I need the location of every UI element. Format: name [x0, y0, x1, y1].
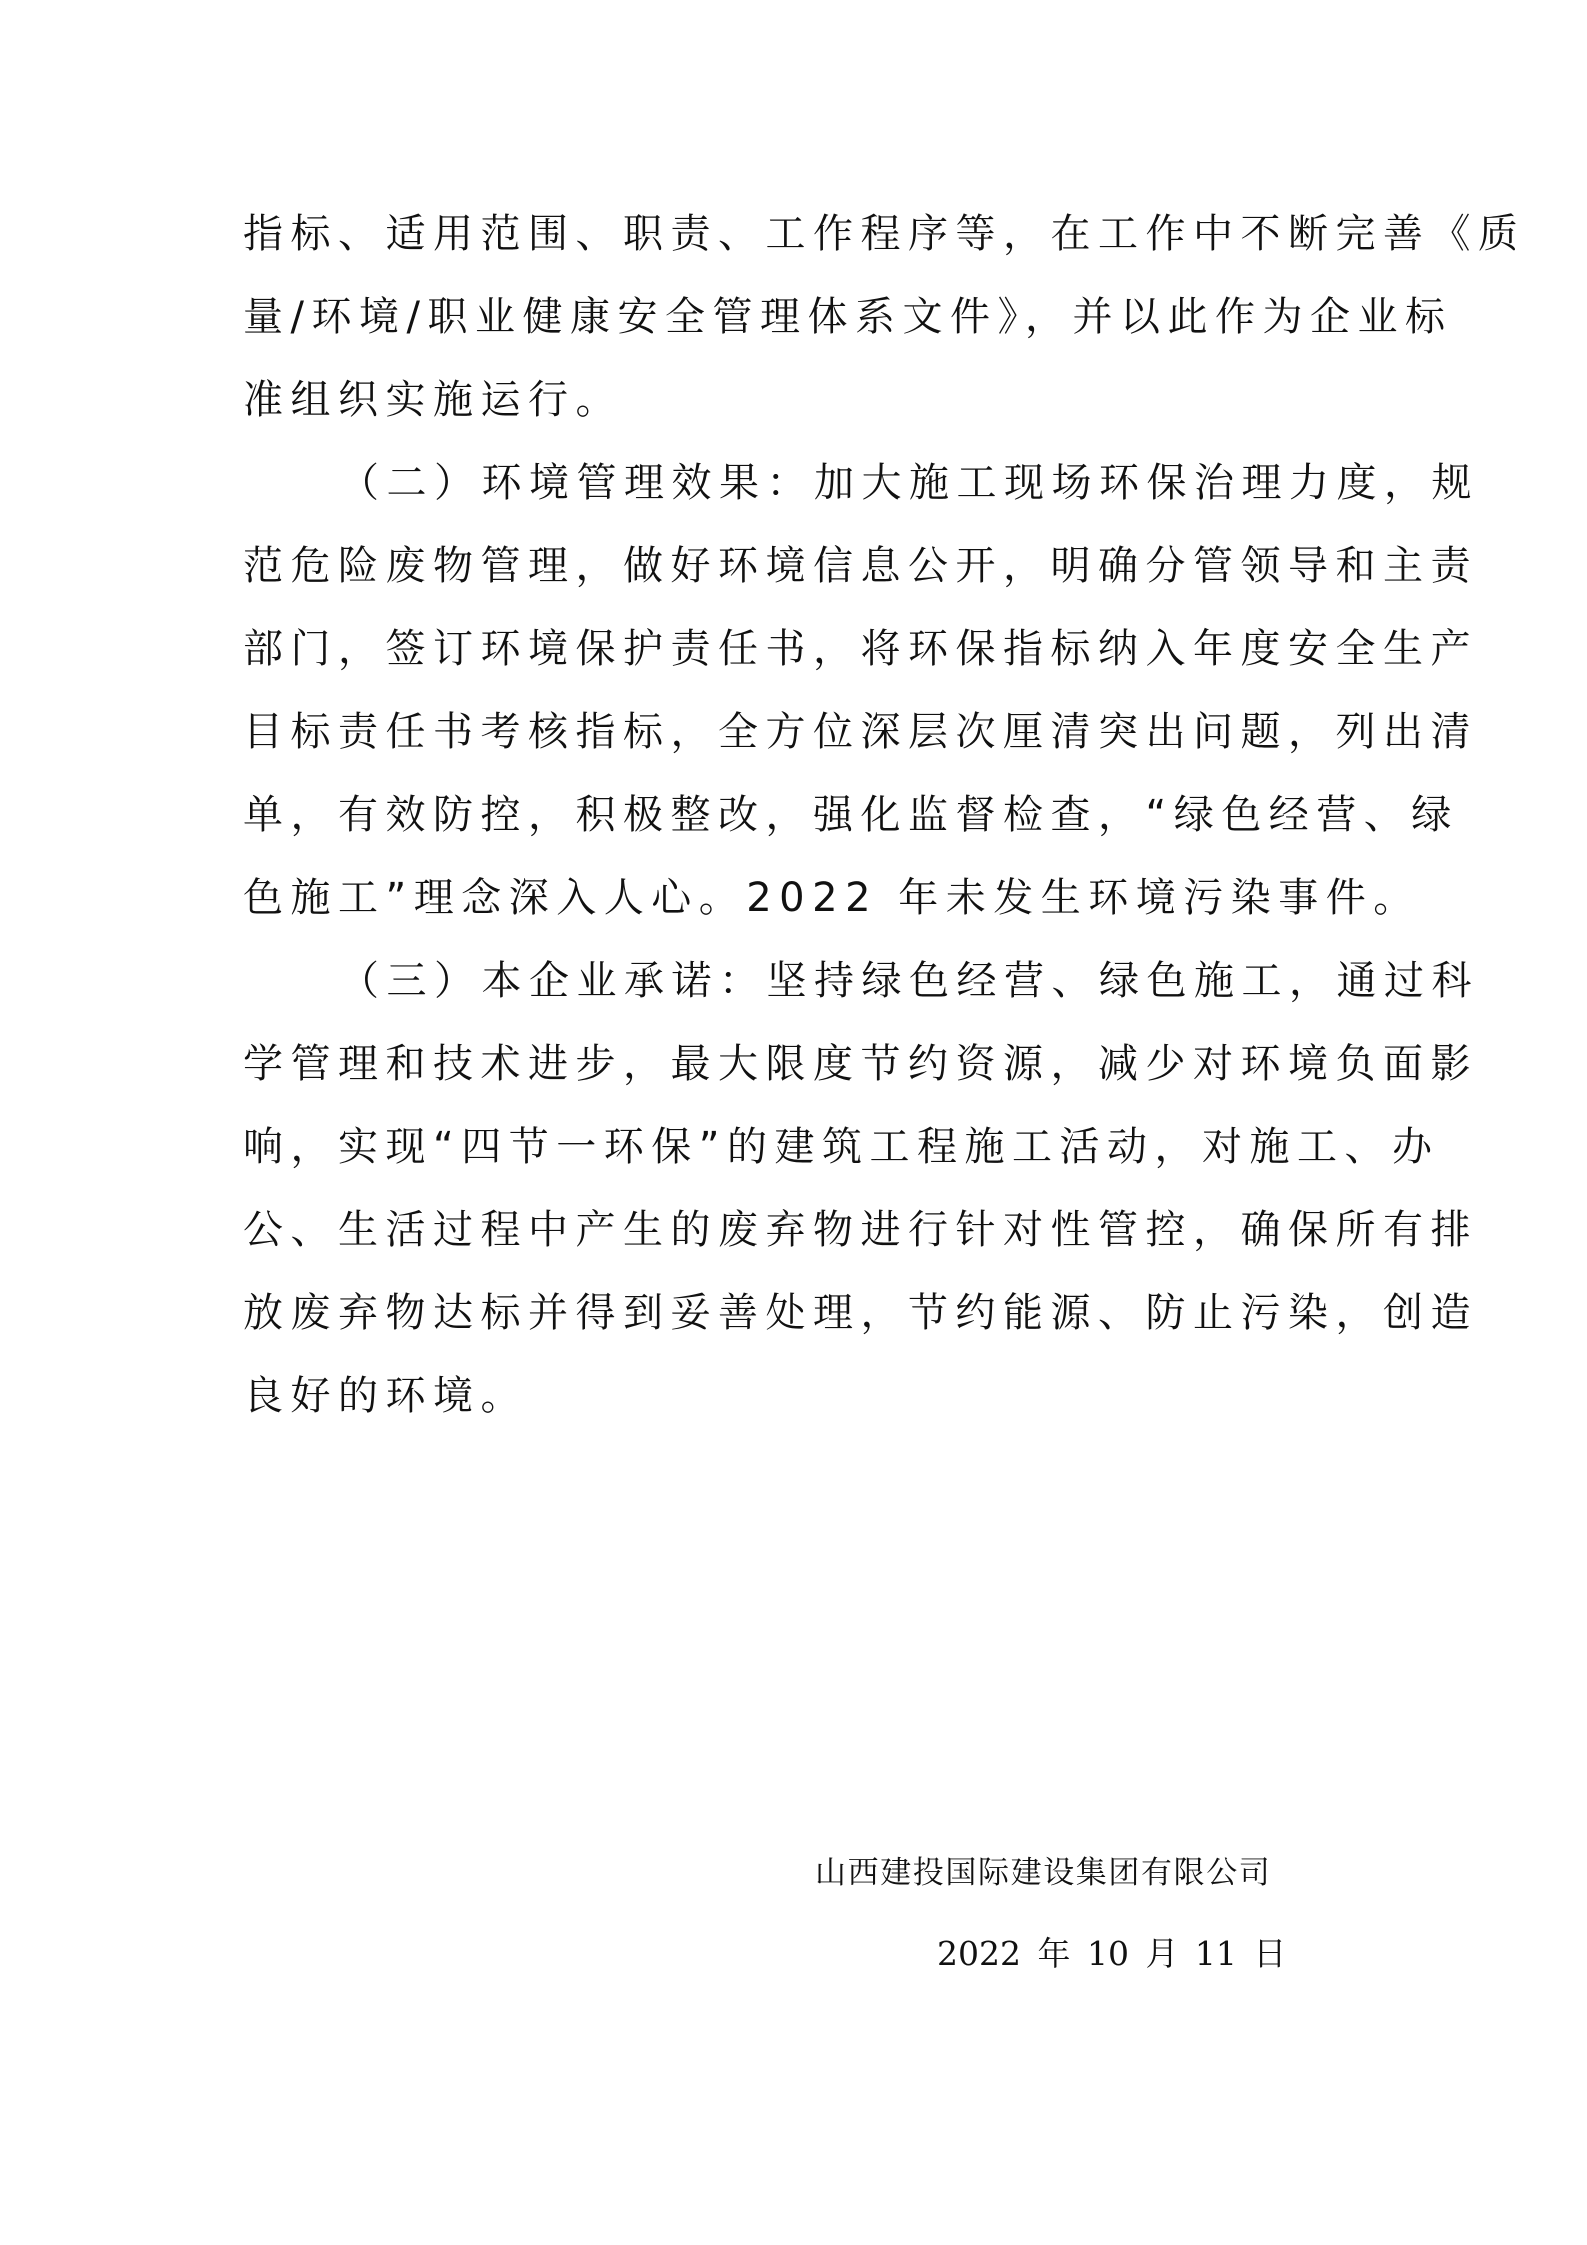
paragraph-line: 部门，签订环境保护责任书，将环保指标纳入年度安全生产 — [243, 626, 1478, 672]
paragraph-line: 量/环境/职业健康安全管理体系文件》，并以此作为企业标 — [243, 294, 1453, 340]
paragraph-line: 响，实现“四节一环保”的建筑工程施工活动，对施工、办 — [243, 1124, 1440, 1170]
paragraph-line: 公、生活过程中产生的废弃物进行针对性管控，确保所有排 — [243, 1207, 1478, 1253]
paragraph-line: 学管理和技术进步，最大限度节约资源，减少对环境负面影 — [243, 1041, 1478, 1087]
paragraph-line: 指标、适用范围、职责、工作程序等，在工作中不断完善《质 — [243, 211, 1526, 257]
body-text — [243, 193, 1526, 1438]
paragraph-line: 良好的环境。 — [243, 1373, 528, 1419]
paragraph-line: 色施工”理念深入人心。2022 年未发生环境污染事件。 — [243, 875, 1421, 921]
paragraph-line: 范危险废物管理，做好环境信息公开，明确分管领导和主责 — [243, 543, 1478, 589]
section-heading-line: （三）本企业承诺：坚持绿色经营、绿色施工，通过科 — [339, 958, 1479, 1004]
paragraph-line: 目标责任书考核指标，全方位深层次厘清突出问题，列出清 — [243, 709, 1478, 755]
paragraph-line: 准组织实施运行。 — [243, 377, 623, 423]
signature-date: 2022 年 10 月 11 日 — [937, 1934, 1287, 1973]
signature-company: 山西建投国际建设集团有限公司 — [815, 1855, 1272, 1891]
paragraph-line: 单，有效防控，积极整改，强化监督检查，“绿色经营、绿 — [243, 792, 1459, 838]
paragraph-line: 放废弃物达标并得到妥善处理，节约能源、防止污染，创造 — [243, 1290, 1478, 1336]
section-heading-line: （二）环境管理效果：加大施工现场环保治理力度，规 — [339, 460, 1479, 506]
